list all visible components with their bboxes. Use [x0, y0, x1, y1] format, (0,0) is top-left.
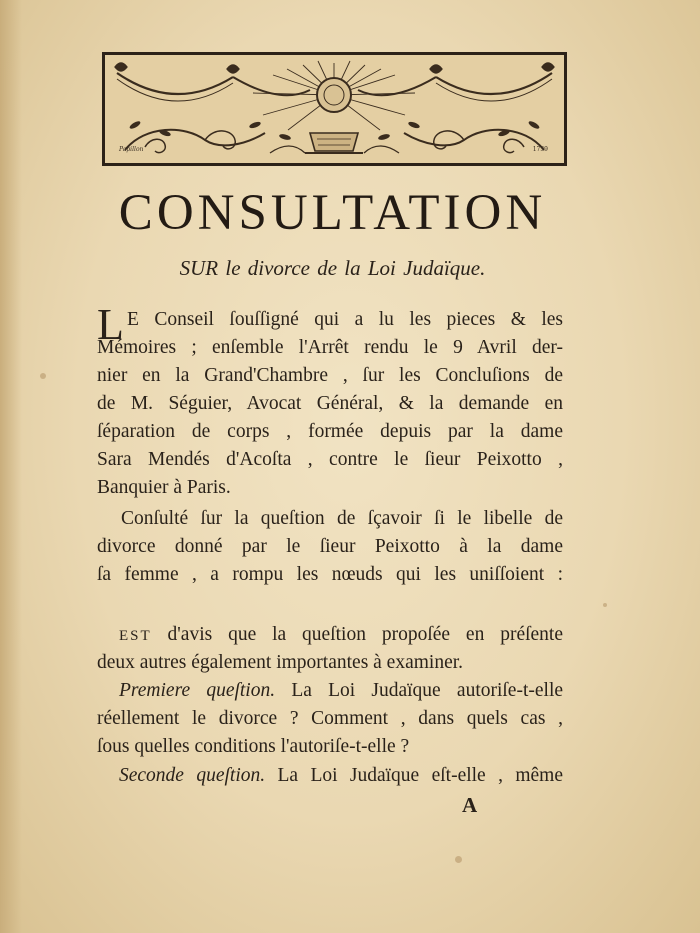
paragraph-3	[97, 621, 563, 681]
text-line: ſa femme , a rompu les nœuds qui les uniſſoient :	[97, 564, 563, 585]
text-line: divorce donné par le ſieur Peixotto à la dame	[97, 536, 563, 557]
text-line: de M. Séguier, Avocat Général, & la demande en	[97, 393, 563, 414]
text-line	[119, 621, 563, 650]
signature-mark: A	[462, 793, 478, 817]
text-line: ſous quelles conditions l'autoriſe-t-elle ?	[97, 736, 410, 757]
text-span: d'avis que la queſtion propoſée en préſente	[167, 624, 564, 645]
paragraph-2	[97, 505, 563, 595]
text-line: Banquier à Paris.	[97, 477, 231, 498]
foxing-spot	[603, 603, 607, 607]
text-line: réellement le divorce ? Comment , dans quels cas ,	[97, 708, 563, 729]
small-caps-word: EST	[119, 628, 152, 644]
text-line: deux autres également importantes à examiner.	[97, 652, 464, 673]
text-line: Sara Mendés d'Acoſta , contre le ſieur Peixotto ,	[97, 449, 563, 470]
question-1	[97, 677, 563, 767]
text-line: ſéparation de corps , formée depuis par la dame	[97, 421, 563, 442]
question-label: Seconde queſtion.	[119, 765, 266, 786]
text-line	[119, 762, 563, 790]
foxing-spot	[40, 373, 46, 379]
engraved-ornament	[102, 52, 567, 166]
engraver-signature: Papillon	[119, 146, 144, 153]
page-title: CONSULTATION	[118, 185, 547, 241]
text-line: E Conseil ſouſſigné qui a lu les pieces & les	[127, 309, 563, 330]
question-label: Premiere queſtion.	[119, 680, 276, 701]
subtitle: SUR le divorce de la Loi Judaïque.	[179, 256, 486, 280]
page-edge-shadow	[0, 0, 22, 933]
question-2	[97, 762, 563, 792]
text-line: nier en la Grand'Chambre , ſur les Concluſions de	[97, 365, 563, 386]
paragraph-1	[97, 302, 563, 502]
ornament-engraving	[105, 55, 564, 163]
text-span: La Loi Judaïque eſt-elle , même	[277, 765, 563, 786]
text-line	[119, 677, 563, 705]
text-line: Conſulté ſur la queſtion de ſçavoir ſi le libelle de	[121, 508, 563, 529]
foxing-spot	[455, 856, 462, 863]
engraving-date: 1739	[532, 146, 548, 153]
text-line: Mémoires ; enſemble l'Arrêt rendu le 9 Avril der-	[97, 337, 563, 358]
text-span: La Loi Judaïque autoriſe-t-elle	[291, 680, 564, 701]
drop-cap: L	[97, 300, 124, 349]
